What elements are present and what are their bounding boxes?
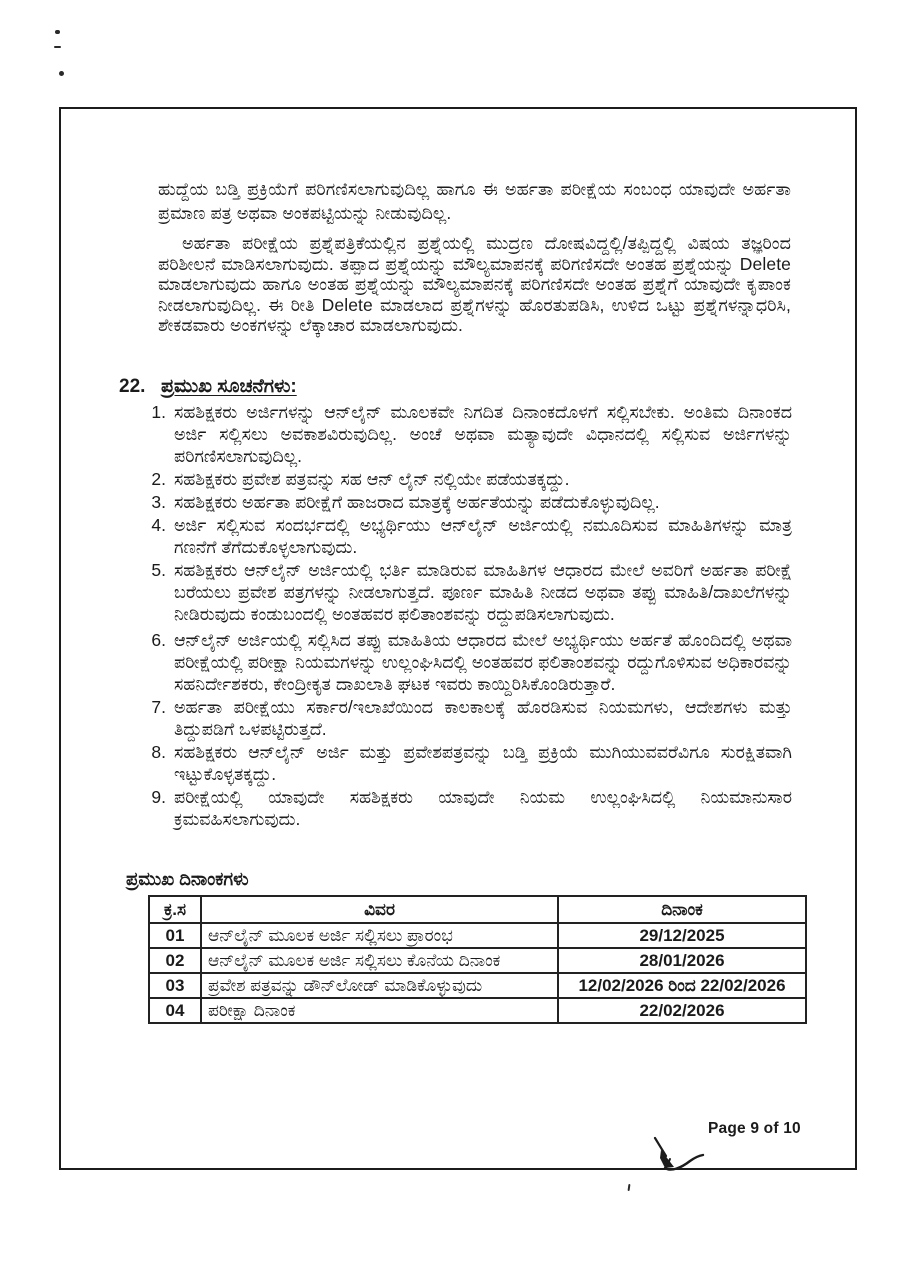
paragraph-question-deletion: ಅರ್ಹತಾ ಪರೀಕ್ಷೆಯ ಪ್ರಶ್ನೆಪತ್ರಿಕೆಯಲ್ಲಿನ ಪ್ರಶ್ನೆಯಲ್ಲಿ ಮುದ್ರಣ ದೋಷವಿದ್ದಲ್ಲಿ/ತಪ್ಪಿದ್ದಲ್ಲಿ ವಿಷಯ ತಜ್ಞರಿಂದ ಪರಿಶೀಲನೆ ಮಾಡಿಸಲಾಗುವುದು. ತಪ್ಪಾದ ಪ್ರಶ್ನೆಯನ್ನು ಮೌಲ್ಯಮಾಪನಕ್ಕೆ ಪರಿಗಣಿಸದೇ ಅಂತಹ ಪ್ರಶ್ನೆಯನ್ನು Delete ಮಾಡಲಾಗುವುದು ಹಾಗೂ ಅಂತಹ ಪ್ರಶ್ನೆಯನ್ನು ಮೌಲ್ಯಮಾಪನಕ್ಕೆ ಪರಿಗಣಿಸದೇ ಅಂತಹ ಪ್ರಶ್ನೆಗೆ ಯಾವುದೇ ಕೃಪಾಂಕ ನೀಡಲಾಗುವುದಿಲ್ಲ. ಈ ರೀತಿ Delete ಮಾಡಲಾದ ಪ್ರಶ್ನೆಗಳನ್ನು ಹೊರತುಪಡಿಸಿ, ಉಳಿದ ಒಟ್ಟು ಪ್ರಶ್ನೆಗಳನ್ನಾಧರಿಸಿ, ಶೇಕಡವಾರು ಅಂಕಗಳನ್ನು ಲೆಕ್ಕಾಚಾರ ಮಾಡಲಾಗುವುದು. [158, 233, 792, 335]
scan-speck [54, 46, 61, 48]
paragraph-promotion-note: ಹುದ್ದೆಯ ಬಡ್ತಿ ಪ್ರಕ್ರಿಯೆಗೆ ಪರಿಗಣಿಸಲಾಗುವುದಿಲ್ಲ ಹಾಗೂ ಈ ಅರ್ಹತಾ ಪರೀಕ್ಷೆಯ ಸಂಬಂಧ ಯಾವುದೇ ಅರ್ಹತಾ ಪ್ರಮಾಣ ಪತ್ರ ಅಥವಾ ಅಂಕಪಟ್ಟಿಯನ್ನು ನೀಡುವುದಿಲ್ಲ. [158, 179, 791, 223]
list-item-text: ಆನ್‌ಲೈನ್ ಅರ್ಜಿಯಲ್ಲಿ ಸಲ್ಲಿಸಿದ ತಪ್ಪು ಮಾಹಿತಿಯ ಆಧಾರದ ಮೇಲೆ ಅಭ್ಯರ್ಥಿಯು ಅರ್ಹತೆ ಹೊಂದಿದಲ್ಲಿ ಅಥವಾ ಪರೀಕ್ಷೆಯಲ್ಲಿ ಪರೀಕ್ಷಾ ನಿಯಮಗಳನ್ನು ಉಲ್ಲಂಘಿಸಿದಲ್ಲಿ ಅಂತಹವರ ಫಲಿತಾಂಶವನ್ನು ರದ್ದುಗೊಳಿಸುವ ಅಧಿಕಾರವನ್ನು ಸಹನಿರ್ದೇಶಕರು, ಕೇಂದ್ರೀಕೃತ ದಾಖಲಾತಿ ಘಟಕ ಇವರು ಕಾಯ್ದಿರಿಸಿಕೊಂಡಿರುತ್ತಾರೆ. [174, 630, 792, 694]
cell-detail: ಆನ್‌ಲೈನ್ ಮೂಲಕ ಅರ್ಜಿ ಸಲ್ಲಿಸಲು ಕೊನೆಯ ದಿನಾಂಕ [201, 948, 558, 973]
cell-detail: ಪ್ರವೇಶ ಪತ್ರವನ್ನು ಡೌನ್‌ಲೋಡ್ ಮಾಡಿಕೊಳ್ಳುವುದು [201, 973, 558, 998]
list-item-number: 6. [151, 630, 166, 650]
table-row [149, 948, 806, 973]
cell-slno: 04 [149, 998, 201, 1023]
list-item-number: 9. [151, 787, 166, 807]
page-number: Page 9 of 10 [708, 1120, 801, 1137]
list-item [147, 514, 792, 558]
cell-date: 22/02/2026 [558, 998, 806, 1023]
scan-speck [55, 30, 60, 34]
list-item [147, 559, 792, 625]
list-item [147, 401, 792, 467]
cell-detail: ಆನ್‌ಲೈನ್ ಮೂಲಕ ಅರ್ಜಿ ಸಲ್ಲಿಸಲು ಪ್ರಾರಂಭ [201, 923, 558, 948]
list-item [147, 696, 792, 740]
table-header-row [149, 896, 806, 923]
list-item [147, 786, 792, 830]
list-item-text: ಸಹಶಿಕ್ಷಕರು ಆನ್‌ಲೈನ್ ಅರ್ಜಿ ಮತ್ತು ಪ್ರವೇಶಪತ್ರವನ್ನು ಬಡ್ತಿ ಪ್ರಕ್ರಿಯೆ ಮುಗಿಯುವವರೆವಿಗೂ ಸುರಕ್ಷಿತವಾಗಿ ಇಟ್ಟುಕೊಳ್ಳತಕ್ಕದ್ದು. [174, 742, 792, 784]
table-row [149, 923, 806, 948]
cell-date: 28/01/2026 [558, 948, 806, 973]
list-item-number: 5. [151, 560, 166, 580]
col-header-date: ದಿನಾಂಕ [558, 896, 806, 923]
cell-date: 29/12/2025 [558, 923, 806, 948]
list-item [147, 629, 792, 695]
list-item-text: ಸಹಶಿಕ್ಷಕರು ಆನ್‌ಲೈನ್ ಅರ್ಜಿಯಲ್ಲಿ ಭರ್ತಿ ಮಾಡಿರುವ ಮಾಹಿತಿಗಳ ಆಧಾರದ ಮೇಲೆ ಅವರಿಗೆ ಅರ್ಹತಾ ಪರೀಕ್ಷೆ ಬರೆಯಲು ಪ್ರವೇಶ ಪತ್ರಗಳನ್ನು ನೀಡಲಾಗುತ್ತದೆ. ಪೂರ್ಣ ಮಾಹಿತಿ ನೀಡದ ಅಥವಾ ತಪ್ಪು ಮಾಹಿತಿ/ದಾಖಲೆಗಳನ್ನು ನೀಡಿರುವುದು ಕಂಡುಬಂದಲ್ಲಿ ಅಂತಹವರ ಫಲಿತಾಂಶವನ್ನು ರದ್ದುಪಡಿಸಲಾಗುವುದು. [174, 560, 792, 624]
list-item [147, 741, 792, 785]
list-item-text: ಸಹಶಿಕ್ಷಕರು ಪ್ರವೇಶ ಪತ್ರವನ್ನು ಸಹ ಆನ್ ಲೈನ್ ನಲ್ಲಿಯೇ ಪಡೆಯತಕ್ಕದ್ದು. [174, 469, 570, 489]
section-number: 22. [119, 376, 146, 397]
list-item-number: 7. [151, 697, 166, 717]
list-item-number: 4. [151, 515, 166, 535]
scan-speck [59, 71, 64, 76]
instruction-list [147, 401, 792, 831]
cell-detail: ಪರೀಕ್ಷಾ ದಿನಾಂಕ [201, 998, 558, 1023]
list-item [147, 468, 792, 490]
list-item-text: ಅರ್ಹತಾ ಪರೀಕ್ಷೆಯು ಸರ್ಕಾರ/ಇಲಾಖೆಯಿಂದ ಕಾಲಕಾಲಕ್ಕೆ ಹೊರಡಿಸುವ ನಿಯಮಗಳು, ಆದೇಶಗಳು ಮತ್ತು ತಿದ್ದುಪಡಿಗೆ ಒಳಪಟ್ಟಿರುತ್ತದೆ. [174, 697, 792, 739]
col-header-detail: ವಿವರ [201, 896, 558, 923]
col-header-slno: ಕ್ರ.ಸ [149, 896, 201, 923]
list-item-text: ಸಹಶಿಕ್ಷಕರು ಅರ್ಜಿಗಳನ್ನು ಆನ್‌ಲೈನ್ ಮೂಲಕವೇ ನಿಗದಿತ ದಿನಾಂಕದೊಳಗೆ ಸಲ್ಲಿಸಬೇಕು. ಅಂತಿಮ ದಿನಾಂಕದ ಅರ್ಜಿ ಸಲ್ಲಿಸಲು ಅವಕಾಶವಿರುವುದಿಲ್ಲ. ಅಂಚೆ ಅಥವಾ ಮತ್ಯಾವುದೇ ವಿಧಾನದಲ್ಲಿ ಸಲ್ಲಿಸುವ ಅರ್ಜಿಗಳನ್ನು ಪರಿಗಣಿಸಲಾಗುವುದಿಲ್ಲ. [174, 402, 792, 466]
table-row [149, 973, 806, 998]
list-item-number: 1. [151, 402, 166, 422]
section-title: ಪ್ರಮುಖ ಸೂಚನೆಗಳು: [161, 376, 297, 397]
list-item-text: ಸಹಶಿಕ್ಷಕರು ಅರ್ಹತಾ ಪರೀಕ್ಷೆಗೆ ಹಾಜರಾದ ಮಾತ್ರಕ್ಕೆ ಅರ್ಹತೆಯನ್ನು ಪಡೆದುಕೊಳ್ಳುವುದಿಲ್ಲ. [174, 492, 660, 512]
cell-date: 12/02/2026 ರಿಂದ 22/02/2026 [558, 973, 806, 998]
table-row [149, 998, 806, 1023]
list-item-number: 2. [151, 469, 166, 489]
cell-slno: 03 [149, 973, 201, 998]
cell-slno: 02 [149, 948, 201, 973]
important-dates-table [148, 895, 807, 1024]
section-heading [119, 376, 297, 398]
list-item-text: ಪರೀಕ್ಷೆಯಲ್ಲಿ ಯಾವುದೇ ಸಹಶಿಕ್ಷಕರು ಯಾವುದೇ ನಿಯಮ ಉಲ್ಲಂಘಿಸಿದಲ್ಲಿ ನಿಯಮಾನುಸಾರ ಕ್ರಮವಹಿಸಲಾಗುವುದು. [174, 787, 792, 829]
list-item [147, 491, 792, 513]
list-item-number: 8. [151, 742, 166, 762]
dates-heading: ಪ್ರಮುಖ ದಿನಾಂಕಗಳು [126, 869, 249, 889]
signature-mark [645, 1132, 755, 1180]
list-item-text: ಅರ್ಜಿ ಸಲ್ಲಿಸುವ ಸಂದರ್ಭದಲ್ಲಿ ಅಭ್ಯರ್ಥಿಯು ಆನ್‌ಲೈನ್ ಅರ್ಜಿಯಲ್ಲಿ ನಮೂದಿಸುವ ಮಾಹಿತಿಗಳನ್ನು ಮಾತ್ರ ಗಣನೆಗೆ ತೆಗೆದುಕೊಳ್ಳಲಾಗುವುದು. [174, 515, 792, 557]
scan-speck [628, 1184, 631, 1191]
cell-slno: 01 [149, 923, 201, 948]
list-item-number: 3. [151, 492, 166, 512]
